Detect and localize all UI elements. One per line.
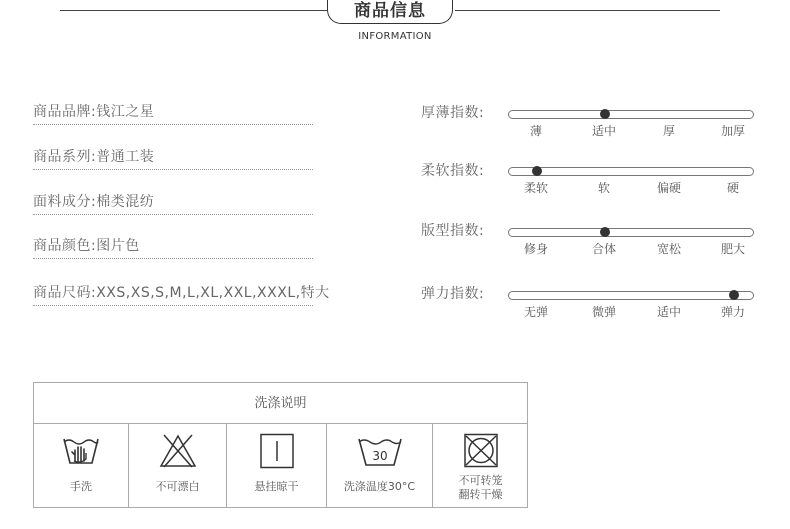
- header-line-left: [60, 10, 330, 11]
- index-option: 偏硬: [656, 181, 681, 195]
- index-track: [508, 291, 754, 300]
- index-option: 厚: [662, 124, 675, 138]
- header-title-box: [327, 0, 453, 24]
- hang-dry-icon: [257, 433, 297, 469]
- index-label: 版型指数:: [421, 223, 485, 239]
- wash-cell-hang-dry: [227, 424, 327, 508]
- wash-cell-wash-30: [327, 424, 433, 508]
- index-option: 宽松: [656, 242, 681, 256]
- index-marker: [532, 166, 542, 176]
- index-option: 硬: [726, 181, 739, 195]
- no-tumble-dry-icon: [461, 433, 501, 469]
- info-series-text: 商品系列:普通工装: [33, 149, 155, 165]
- wash-temp-value: 30: [371, 449, 388, 463]
- wash-30-icon: [356, 433, 404, 469]
- hand-wash-icon: [61, 433, 101, 469]
- index-track: [508, 110, 754, 119]
- info-fabric-text: 面料成分:棉类混纺: [33, 194, 155, 210]
- info-brand-text: 商品品牌:钱江之星: [33, 104, 155, 120]
- index-track: [508, 228, 754, 237]
- wash-label: 洗涤温度30°C: [343, 480, 416, 493]
- index-option: 微弹: [591, 305, 616, 319]
- wash-cell-hand-wash: [34, 424, 129, 508]
- index-option: 修身: [523, 242, 548, 256]
- index-label: 柔软指数:: [421, 163, 485, 179]
- info-size: [33, 282, 330, 306]
- index-label: 厚薄指数:: [421, 105, 485, 121]
- info-brand: [33, 101, 313, 125]
- index-marker: [729, 290, 739, 300]
- index-marker: [600, 109, 610, 119]
- index-option: 适中: [591, 124, 616, 138]
- wash-title: 洗涤说明: [34, 383, 527, 424]
- index-track: [508, 167, 754, 176]
- wash-instructions: [33, 382, 528, 508]
- index-option: 薄: [529, 124, 542, 138]
- index-option: 无弹: [523, 305, 548, 319]
- index-option: 合体: [591, 242, 616, 256]
- info-series: [33, 146, 313, 170]
- index-option: 加厚: [720, 124, 745, 138]
- index-option: 弹力: [720, 305, 745, 319]
- index-option: 软: [597, 181, 610, 195]
- index-marker: [600, 227, 610, 237]
- wash-cell-no-tumble-dry: [433, 424, 528, 508]
- wash-label: 手洗: [70, 480, 92, 493]
- page-title: 商品信息: [354, 1, 426, 21]
- info-fabric: [33, 191, 313, 215]
- info-size-text: 商品尺码:XXS,XS,S,M,L,XL,XXL,XXXL,特大: [33, 285, 330, 301]
- wash-cell-no-bleach: [129, 424, 227, 508]
- index-option: 肥大: [720, 242, 745, 256]
- header-line-right: [455, 10, 720, 11]
- index-label: 弹力指数:: [421, 286, 485, 302]
- index-option: 适中: [656, 305, 681, 319]
- page-subtitle: INFORMATION: [358, 31, 432, 42]
- index-option: 柔软: [523, 181, 548, 195]
- wash-label: 不可转笼 翻转干燥: [458, 474, 503, 501]
- info-color-text: 商品颜色:图片色: [33, 238, 140, 254]
- no-bleach-icon: [158, 433, 198, 469]
- wash-label: 不可漂白: [155, 480, 200, 493]
- info-color: [33, 235, 313, 259]
- wash-label: 悬挂晾干: [254, 480, 299, 493]
